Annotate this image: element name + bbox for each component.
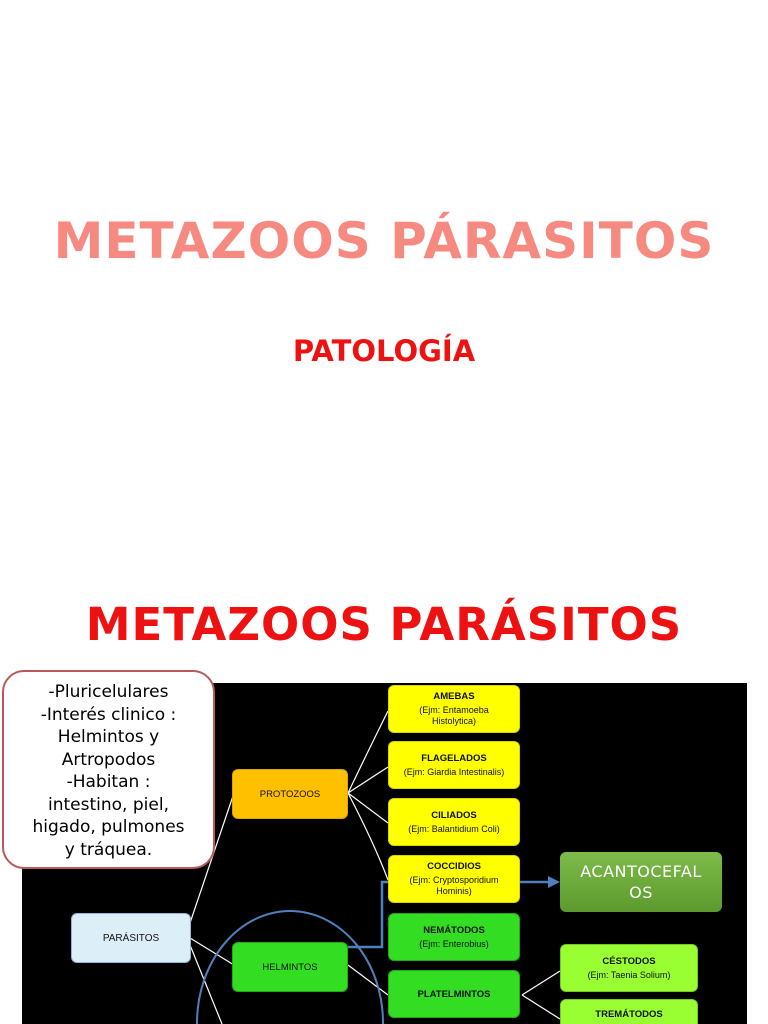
slide2-title: METAZOOS PARÁSITOS	[85, 598, 683, 651]
connector-line	[348, 793, 388, 823]
node-protozoos	[232, 769, 348, 819]
connector-line	[190, 945, 222, 1024]
note-line: intestino, piel,	[48, 794, 169, 815]
node-nematodos-example: (Ejm: Enterobius)	[419, 938, 489, 949]
node-amebas-example: (Ejm: Entamoeba	[419, 705, 489, 715]
node-helmintos	[232, 942, 348, 992]
arrow-head	[548, 876, 560, 888]
node-flagelados	[388, 741, 520, 789]
connector-line	[348, 965, 388, 995]
note-line: -Pluricelulares	[48, 682, 169, 702]
callout-line-2: OS	[629, 883, 653, 902]
characteristics-note	[2, 670, 215, 869]
node-parasitos-label: PARÁSITOS	[102, 932, 160, 944]
node-amebas-example-2: Histolytica)	[431, 716, 476, 726]
note-line: -Interés clinico :	[40, 704, 177, 725]
node-cestodos	[560, 944, 698, 992]
connector-line	[348, 793, 388, 880]
node-coccidios	[388, 855, 520, 903]
node-amebas-title: AMEBAS	[433, 691, 475, 702]
node-cestodos-example: (Ejm: Taenia Solium)	[587, 969, 671, 980]
callout-line-1: ACANTOCEFAL	[580, 862, 702, 881]
node-ciliados	[388, 798, 520, 846]
slide1-subtitle: PATOLOGÍA	[292, 334, 476, 368]
node-flagelados-title: FLAGELADOS	[421, 752, 487, 764]
node-ciliados-example: (Ejm: Balantidium Coli)	[408, 823, 500, 834]
note-line: -Habitan :	[66, 772, 151, 792]
node-amebas	[388, 685, 520, 733]
node-nematodos-title: NEMÁTODOS	[423, 924, 485, 936]
node-coccidios-example: (Ejm: Cryptosporidium	[409, 875, 499, 885]
slide1-title: METAZOOS PÁRASITOS	[53, 212, 715, 270]
node-ciliados-title: CILIADOS	[431, 809, 477, 821]
node-protozoos-label: PROTOZOOS	[259, 788, 321, 800]
node-trematodos-title: TREMÁTODOS	[595, 1009, 663, 1020]
connector-line	[522, 995, 560, 1019]
note-line: higado, pulmones	[32, 817, 185, 837]
node-helmintos-label: HELMINTOS	[262, 961, 318, 973]
connector-line	[522, 971, 560, 995]
node-cestodos-title: CÉSTODOS	[602, 955, 656, 967]
node-nematodos	[388, 913, 520, 961]
node-parasitos	[71, 913, 191, 963]
node-coccidios-example-2: Hominis)	[436, 886, 472, 896]
note-line: Artropodos	[61, 749, 156, 770]
node-flagelados-example: (Ejm: Giardia Intestinalis)	[403, 766, 505, 777]
node-platelmintos	[388, 970, 520, 1018]
node-platelmintos-title: PLATELMINTOS	[417, 988, 491, 1000]
note-line: Helmintos y	[57, 727, 160, 747]
node-coccidios-title: COCCIDIOS	[427, 861, 481, 872]
acantocefalos-callout	[560, 852, 722, 912]
node-trematodos	[560, 999, 698, 1024]
note-line: y tráquea.	[64, 839, 153, 860]
